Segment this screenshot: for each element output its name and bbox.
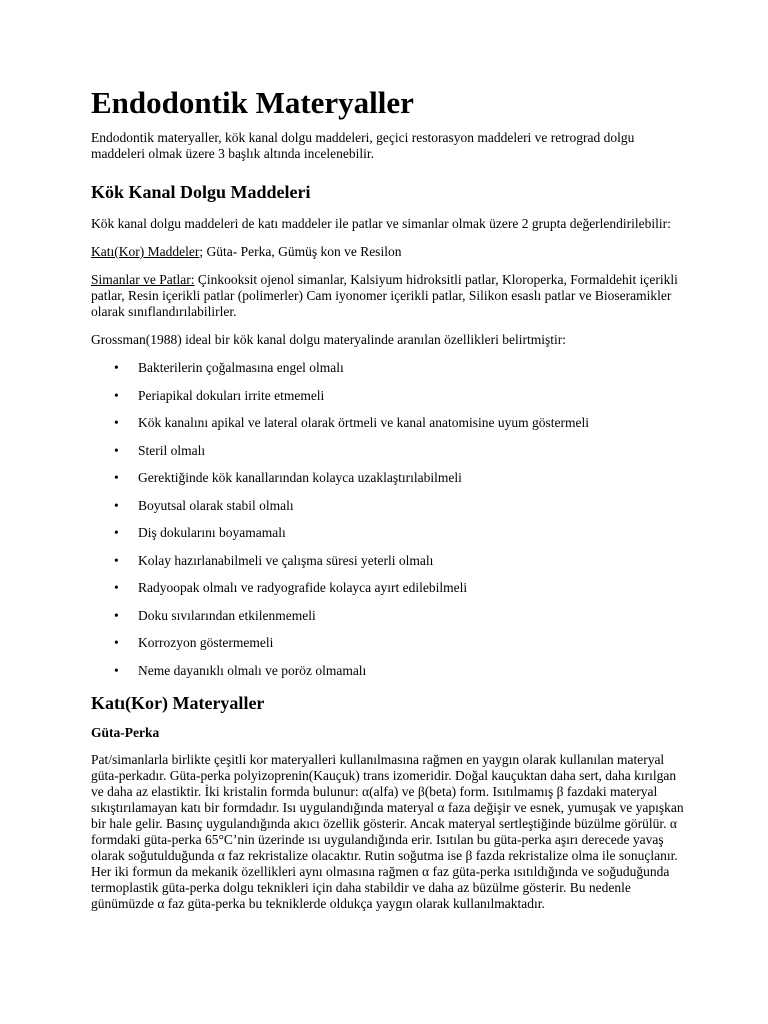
fillings-intro-paragraph: Kök kanal dolgu maddeleri de katı maddeler ile patlar ve simanlar olmak üzere 2 grupta değerlendirilebilir: <box>91 216 671 231</box>
section-heading-root-canal-fillings: Kök Kanal Dolgu Maddeleri <box>91 182 311 202</box>
list-item: • Korrozyon göstermemeli <box>114 635 274 650</box>
section-heading-solid-materials: Katı(Kor) Materyaller <box>91 693 265 713</box>
bullet-icon: • <box>114 552 119 568</box>
list-item: • Periapikal dokuları irrite etmemeli <box>114 387 325 403</box>
bullet-icon: • <box>114 662 119 678</box>
bullet-icon: • <box>114 470 119 485</box>
list-item: • Neme dayanıklı olmalı ve poröz olmamalı <box>114 662 367 678</box>
bullet-icon: • <box>114 607 119 623</box>
list-item: • Kök kanalını apikal ve lateral olarak örtmeli ve kanal anatomisine uyum göstermeli <box>114 415 589 430</box>
list-item: • Steril olmalı <box>114 442 206 458</box>
subheading-gutta-percha: Güta-Perka <box>91 725 160 740</box>
bullet-icon: • <box>114 635 119 650</box>
solid-materials-label: Katı(Kor) Maddeler <box>91 244 200 259</box>
list-item: • Radyoopak olmalı ve radyografide kolayca ayırt edilebilmeli <box>114 580 468 595</box>
sealers-paragraph <box>91 272 691 320</box>
list-item: • Boyutsal olarak stabil olmalı <box>114 497 294 513</box>
bullet-icon: • <box>114 415 119 430</box>
solid-materials-text: ; Güta- Perka, Gümüş kon ve Resilon <box>199 244 402 259</box>
list-item: • Gerektiğinde kök kanallarından kolayca uzaklaştırılabilmeli <box>114 470 462 485</box>
bullet-icon: • <box>114 360 119 375</box>
bullet-icon: • <box>114 387 119 403</box>
document-content <box>91 84 691 912</box>
list-item: • Kolay hazırlanabilmeli ve çalışma süresi yeterli olmalı <box>114 552 434 568</box>
bullet-icon: • <box>114 497 119 513</box>
solid-materials-paragraph <box>91 244 691 260</box>
page-title: Endodontik Materyaller <box>91 85 414 120</box>
sealers-label: Simanlar ve Patlar: <box>91 272 195 287</box>
list-item: • Doku sıvılarından etkilenmemeli <box>114 607 316 623</box>
bullet-icon: • <box>114 525 119 540</box>
bullet-icon: • <box>114 580 119 595</box>
grossman-paragraph: Grossman(1988) ideal bir kök kanal dolgu materyalinde aranılan özellikleri belirtmiştir: <box>91 332 566 347</box>
sealers-text: Çinkooksit ojenol simanlar, Kalsiyum hidroksitli patlar, Kloroperka, Formaldehit içerikli patlar, Resin içerikli patlar (polimerler) Cam iyonomer içerikli patlar, Silikon esaslı patlar ve Bioseramikler olarak sınıflandırılabilirler. <box>91 272 678 319</box>
ideal-properties-list <box>91 360 691 690</box>
intro-paragraph: Endodontik materyaller, kök kanal dolgu maddeleri, geçici restorasyon maddeleri ve retrograd dolgu maddeleri olmak üzere 3 başlık altında incelenebilir. <box>91 130 635 161</box>
list-item: • Diş dokularını boyamamalı <box>114 525 286 540</box>
list-item: • Bakterilerin çoğalmasına engel olmalı <box>114 360 344 375</box>
bullet-icon: • <box>114 442 119 458</box>
gutta-percha-paragraph: Pat/simanlarla birlikte çeşitli kor materyalleri kullanılmasına rağmen en yaygın olarak kullanılan materyal güta-perkadır. Güta-perka polyizoprenin(Kauçuk) trans izomeridir. Doğal kauçuktan daha sert, daha kırılgan ve daha az elastiktir. İki kristalin formda bulunur: α(alfa) ve β(beta) form. Isıtılmamış β fazdaki materyal sıkıştırılamayan katı bir formdadır. Isı uygulandığında materyal α faza değişir ve esnek, yumuşak ve yapışkan bir hale gelir. Basınç uygulandığında akıcı özellik gösterir. Ancak materyal sertleştiğinde büzülme görülür. α formdaki güta-perka 65°C’nin üzerinde ısı uygulandığında erir. Isıtılan bu güta-perka aşırı derecede yavaş olarak soğutulduğunda α faz rekristalize olacaktır. Rutin soğutma ise β fazda rekristalize olma ile sonuçlanır. Her iki formun da mekanik özellikleri aynı olmasına rağmen α faz güta-perka ısıtıldığında ve soğuduğunda termoplastik güta-perka dolgu teknikleri için daha stabildir ve daha az büzülme gösterir. Bu nedenle günümüzde α faz güta-perka bu tekniklerde oldukça yaygın olarak kullanılmaktadır. <box>91 752 684 911</box>
